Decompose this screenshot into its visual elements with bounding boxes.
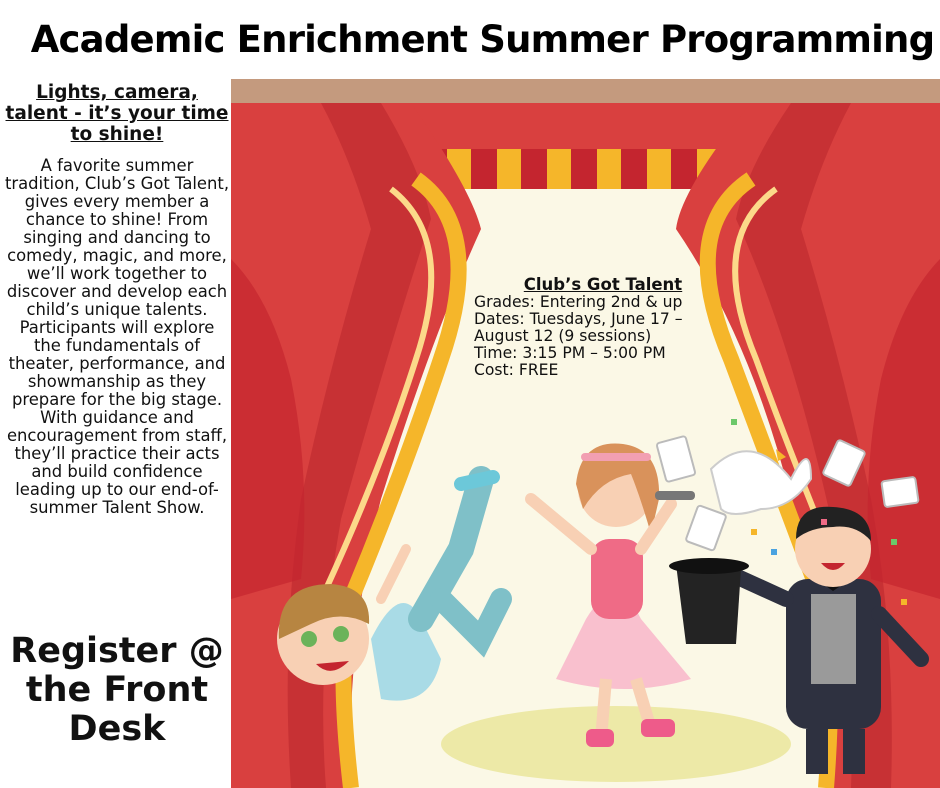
stage-curtain-icon bbox=[231, 79, 940, 788]
program-description: A favorite summer tradition, Club’s Got Talent, gives every member a chance to shine! From singing and dancing to comedy, magic, and more, we’ll work together to discover and develop each child’s unique talents. Participants will explore the fundamentals of theater, performance, and showmanship as they prepare for the big stage. With guidance and encouragement from staff, they’ll practice their acts and build confidence leading up to our end-of-summer Talent Show. bbox=[4, 156, 230, 517]
program-details bbox=[474, 276, 704, 379]
page-title: Academic Enrichment Summer Programming bbox=[30, 18, 935, 61]
intro-section bbox=[4, 82, 230, 517]
program-dates: Dates: Tuesdays, June 17 – August 12 (9 sessions) bbox=[474, 310, 683, 345]
program-grades: Grades: Entering 2nd & up bbox=[474, 293, 683, 311]
floor-spotlight bbox=[441, 706, 791, 782]
stage-illustration bbox=[231, 79, 940, 788]
register-callout: Register @ the Front Desk bbox=[10, 631, 224, 749]
top-hat-icon bbox=[676, 564, 741, 644]
program-title: Club’s Got Talent bbox=[523, 275, 683, 294]
tagline: Lights, camera, talent - it’s your time to shine! bbox=[5, 82, 229, 145]
program-time: Time: 3:15 PM – 5:00 PM bbox=[474, 344, 666, 362]
program-cost: Cost: FREE bbox=[474, 361, 559, 379]
